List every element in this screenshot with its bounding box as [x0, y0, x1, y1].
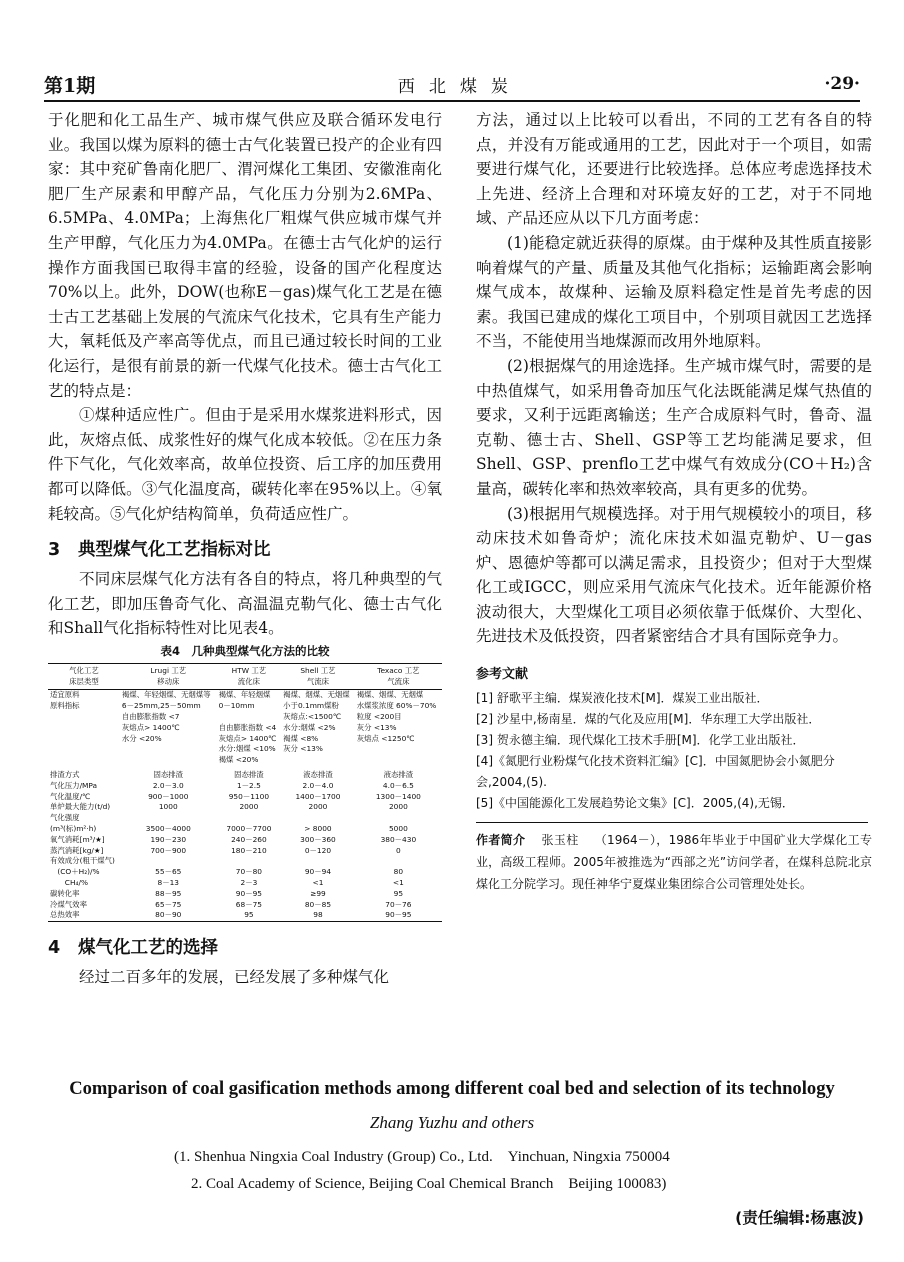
- row-label: 气化压力/MPa: [50, 780, 98, 790]
- table-title: 表4 几种典型煤气化方法的比较: [160, 643, 330, 658]
- table-cell: <1: [392, 878, 404, 888]
- table-cell: [281, 856, 355, 867]
- comparison-table: [48, 663, 442, 922]
- affiliation-1: (1. Shenhua Ningxia Coal Industry (Group) Co., Ltd. Yinchuan, Ningxia 750004: [174, 1149, 670, 1165]
- affiliation-2: 2. Coal Academy of Science, Beijing Coal Chemical Branch Beijing 100083): [191, 1176, 667, 1192]
- table-cell: ≥99: [310, 888, 326, 898]
- reference-item: [2] 沙星中,杨南星．煤的气化及应用[M]．华东理工大学出版社．: [476, 712, 821, 727]
- table-row: [48, 856, 442, 867]
- table-cell: 2000: [308, 802, 328, 812]
- table-cell: 90－95: [355, 910, 442, 921]
- table-cell: 2－3: [240, 878, 258, 888]
- table-cell: 240－260: [231, 834, 267, 844]
- table-cell: 1300－1400: [375, 791, 421, 801]
- journal-name: 西北煤炭: [397, 76, 522, 97]
- table-cell: 88－95: [155, 888, 182, 898]
- header-line: 气流床: [306, 676, 330, 686]
- table-header-cell: [355, 663, 442, 690]
- table-row: [48, 792, 442, 803]
- english-authors: Zhang Yuzhu and others: [369, 1113, 535, 1132]
- section-number: 4: [48, 938, 61, 959]
- body-paragraph: 于化肥和化工品生产、城市煤气供应及联合循环发电行业。我国以煤为原料的德士古气化装置已投产的企业有四家：其中兖矿鲁南化肥厂、渭河煤化工集团、安徽淮南化肥厂生产尿素和甲醇产品，气化压力分别为2.6MPa、6.5MPa、4.0MPa；上海焦化厂粗煤气供应城市煤气并生产甲醇，气化压力为4.0MPa。在德士古气化炉的运行操作方面我国已取得丰富的经验，设备的国产化程度达70%以上。此外，DOW(也称E－gas)煤气化工艺是在德士古工艺基础上发展的气流床气化技术，它具有生产能力大，氧耗低及产率高等优点，而且已通过较长时间的工业化运行，是很有前景的新一代煤气化技术。德士古气化工艺的特点是：: [48, 111, 442, 400]
- table-row: [48, 867, 442, 878]
- row-label: 蒸汽消耗[kg/★]: [50, 845, 104, 855]
- table-cell: 95: [217, 910, 282, 921]
- table-cell: 2.0－3.0: [152, 780, 184, 790]
- table-cell: 700－900: [150, 845, 187, 855]
- table-cell: 5000: [388, 824, 408, 834]
- table-cell: 55－65: [155, 867, 182, 877]
- table-row: [48, 802, 442, 813]
- table-body: [48, 690, 442, 922]
- references-heading: 参考文献: [476, 667, 529, 683]
- table-cell: 小于0.1mm煤粉 灰熔点:<1500℃ 水分:烟煤 <2% 褐煤 <8% 灰分 <13%: [283, 701, 342, 754]
- row-label: 原料指标: [50, 701, 80, 711]
- row-label: 气化温度/℃: [50, 791, 91, 801]
- header-line: Lrugi 工艺: [150, 665, 187, 675]
- table-cell: 90－95: [235, 888, 262, 898]
- page-number: ·29·: [824, 74, 860, 94]
- table-cell: 180－210: [231, 845, 267, 855]
- reference-item: [5]《中国能源化工发展趋势论文集》[C]．2005,(4),无锡．: [476, 796, 794, 811]
- body-paragraph: 方法，通过以上比较可以看出，不同的工艺有各自的特点，并没有万能或通用的工艺，因此对于一个项目，如需要进行煤气化，还要进行比较选择。总体应考虑选择技术上先进、经济上合理和对环境友好的工艺，对于不同地域、产品还应从以下几方面考虑：: [476, 111, 872, 228]
- author-bio-text: （1964－），1986年毕业于中国矿业大学煤化工专业，高级工程师。2005年被推选为“西部之光”访问学者，在煤科总院北京煤化工分院学习。现任神华宁夏煤业集团综合公司管理处处长。: [476, 833, 872, 892]
- header-line: 气化工艺: [69, 665, 99, 675]
- reference-item: [1] 舒歌平主编．煤炭液化技术[M]．煤炭工业出版社．: [476, 691, 769, 706]
- body-paragraph: (2)根据煤气的用途选择。生产城市煤气时，需要的是中热值煤气，如采用鲁奇加压气化法既能满足煤气热值的要求，又利于远距离输送；生产合成原料气时，鲁奇、温克勒、德士古、Shell、GSP等工艺均能满足要求，但Shell、GSP、prenflo工艺中煤气有效成分(CO＋H₂)含量高，碳转化率和热效率较高，具有更多的优势。: [476, 356, 872, 498]
- table-row: [48, 835, 442, 846]
- table-cell: 950－1100: [228, 791, 270, 801]
- row-label: 单炉最大能力(t/d): [50, 802, 111, 812]
- table-cell: 65－75: [155, 899, 182, 909]
- table-cell: 68－75: [235, 899, 262, 909]
- table-cell: 7000－7700: [226, 824, 272, 834]
- table-cell: 70－76: [385, 899, 412, 909]
- body-paragraph: 不同床层煤气化方法有各自的特点，将几种典型的气化工艺，即加压鲁奇气化、高温温克勒气化、德士古气化和Shall气化指标特性对比见表4。: [48, 570, 442, 638]
- table-header-row: [48, 663, 442, 690]
- table-row: [48, 846, 442, 857]
- table-header-cell: [120, 663, 217, 690]
- section-4-heading: [48, 934, 442, 959]
- table-cell: 80: [393, 867, 404, 877]
- table-cell: 液态排渣: [383, 770, 414, 780]
- row-label: 总热效率: [48, 910, 120, 921]
- header-line: HTW 工艺: [231, 665, 267, 675]
- header-line: Texaco 工艺: [377, 665, 420, 675]
- body-paragraph: 经过二百多年的发展，已经发展了多种煤气化: [79, 968, 390, 987]
- row-label: 气化强度: [50, 813, 80, 823]
- author-rule: [476, 822, 868, 823]
- table-cell: 固态排渣: [234, 770, 264, 780]
- table-header-cell: [217, 663, 282, 690]
- section-title: 煤气化工艺的选择: [78, 938, 218, 959]
- table-cell: 98: [281, 910, 355, 921]
- table-cell: <1: [312, 878, 324, 888]
- row-label: 适宜原料: [50, 690, 80, 700]
- header-rule: [44, 100, 860, 102]
- header-line: 移动床: [157, 676, 180, 686]
- table-cell: 3500－4000: [145, 824, 191, 834]
- author-bio: [476, 829, 872, 895]
- row-label: 有效成分(粗干煤气): [50, 856, 115, 866]
- table-cell: [217, 813, 282, 824]
- table-header-cell: [281, 663, 355, 690]
- table-cell: 70－80: [235, 867, 262, 877]
- table-cell: > 8000: [304, 824, 332, 834]
- row-label: 氧气消耗[m³/★]: [50, 834, 105, 844]
- table-cell: 褐煤、烟煤、无烟煤: [356, 690, 424, 700]
- table-cell: 2000: [388, 802, 408, 812]
- table-cell: [355, 813, 442, 824]
- page-header: [44, 70, 860, 98]
- table-row: [48, 766, 442, 781]
- row-label: (m³(标)m²·h): [50, 824, 97, 834]
- right-column: [476, 108, 872, 895]
- table-cell: [217, 856, 282, 867]
- table-cell: [120, 813, 217, 824]
- table-cell: 固态排渣: [153, 770, 184, 780]
- table-row: [48, 813, 442, 824]
- row-label: 排渣方式: [50, 770, 80, 780]
- table-cell: [281, 813, 355, 824]
- section-title: 典型煤气化工艺指标对比: [78, 540, 271, 561]
- section-number: 3: [48, 540, 61, 561]
- reference-item: [4]《氮肥行业粉煤气化技术资料汇编》[C]．中国氮肥协会小氮肥分会,2004,(5).: [476, 754, 835, 790]
- author-bio-label: 作者简介: [476, 833, 526, 848]
- body-paragraph: (1)能稳定就近获得的原煤。由于煤种及其性质直接影响着煤气的产量、质量及其他气化指标；运输距离会影响煤气成本，故煤种、运输及原料稳定性是首先考虑的因素。我国已建成的煤化工项目中，个别项目就因工艺选择不当，不能使用当地煤源而改用外地原料。: [476, 233, 872, 351]
- row-label: CH₄/%: [50, 878, 88, 888]
- row-label: 冷煤气效率: [50, 899, 87, 909]
- body-paragraph: ①煤种适应性广。但由于是采用水煤浆进料形式，因此，灰熔点低、成浆性好的煤气化成本较低。②在压力条件下气化，气化效率高，故单位投资、后工序的加压费用都可以降低。③气化温度高，碳转化率在95%以上。④氧耗较高。⑤气化炉结构简单，负荷适应性广。: [48, 406, 442, 523]
- body-paragraph: (3)根据用气规模选择。对于用气规模较小的项目，移动床技术如鲁奇炉；流化床技术如温克勒炉、U－gas炉、恩德炉等都可以满足需求，且投资少；但对于大型煤化工或IGCC，则应采用气流床气化技术。近年能源价格波动很大，大型煤化工项目必须依靠于低煤价、大型化、先进技术及低投资，四者紧密结合才具有国际竞争力。: [476, 504, 872, 646]
- table-cell: 褐煤、年轻烟煤: [218, 690, 271, 700]
- table-row: [48, 781, 442, 792]
- table-cell: 1000: [158, 802, 178, 812]
- table-cell: 900－1000: [148, 791, 189, 801]
- table-cell: 380－430: [380, 834, 417, 844]
- table-cell: 190－230: [150, 834, 187, 844]
- table-cell: 2000: [239, 802, 259, 812]
- row-label: 碳转化率: [50, 888, 80, 898]
- table-cell: 褐煤、烟煤、无烟煤: [283, 690, 350, 700]
- table-row: [48, 878, 442, 889]
- row-label: (CO＋H₂)/%: [50, 867, 100, 877]
- table-cell: 水煤浆浓度 60%－70% 粒度 <200目 灰分 <13% 灰熔点 <1250℃: [356, 701, 437, 743]
- table-cell: 0－120: [304, 845, 332, 855]
- table-cell: 80－90: [120, 910, 217, 921]
- table-cell: 8－13: [157, 878, 180, 888]
- table-row: [48, 910, 442, 921]
- table-row: [48, 889, 442, 900]
- reference-item: [3] 贺永德主编．现代煤化工技术手册[M]．化学工业出版社．: [476, 733, 805, 748]
- section-3-heading: [48, 536, 442, 561]
- table-cell: 液态排渣: [303, 770, 333, 780]
- table-cell: 80－85: [304, 899, 332, 909]
- table-cell: 0: [396, 845, 401, 855]
- left-column: [48, 108, 442, 990]
- table-header-cell: [48, 663, 120, 690]
- table-cell: 1－2.5: [236, 780, 261, 790]
- table-cell: 褐煤、年轻烟煤、无烟煤等: [121, 690, 211, 700]
- table-cell: 300－360: [300, 834, 336, 844]
- table-cell: 95: [393, 888, 404, 898]
- table-cell: 2.0－4.0: [302, 780, 334, 790]
- table-row: [48, 690, 442, 701]
- table-cell: 4.0－6.5: [382, 780, 414, 790]
- table-cell: 1400－1700: [295, 791, 341, 801]
- english-title: Comparison of coal gasification methods among different coal bed and selection of its technology: [69, 1078, 835, 1099]
- header-line: 气流床: [387, 676, 410, 686]
- header-line: 流化床: [237, 676, 260, 686]
- table-cell: [120, 856, 217, 867]
- table-row: [48, 824, 442, 835]
- issue-number: 第1期: [44, 74, 96, 97]
- header-line: 床层类型: [69, 676, 99, 686]
- table-cell: 90－94: [304, 867, 332, 877]
- author-name: 张玉柱: [541, 833, 579, 848]
- table-row: [48, 900, 442, 911]
- responsible-editor: (责任编辑:杨惠波): [735, 1209, 864, 1227]
- table-cell: [355, 856, 442, 867]
- table-row: [48, 701, 442, 766]
- table-cell: 0－10mm 自由膨胀指数 <4 灰熔点> 1400℃ 水分:烟煤 <10% 褐煤 <20%: [218, 701, 277, 765]
- header-line: Shell 工艺: [300, 665, 336, 675]
- table-cell: 6－25mm,25－50mm 自由膨胀指数 <7 灰熔点> 1400℃ 水分 <20%: [121, 701, 201, 743]
